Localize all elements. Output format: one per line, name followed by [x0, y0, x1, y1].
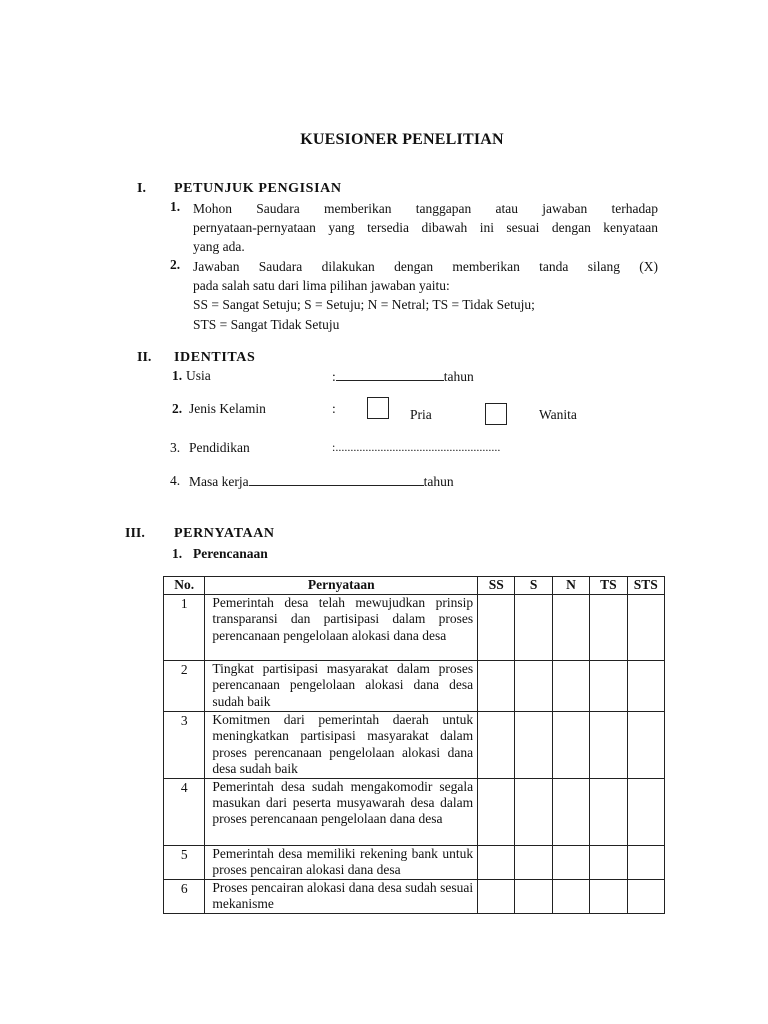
header-n: N	[552, 577, 589, 595]
statement-text: Komitmen dari pemerintah daerah untuk meningkatkan partisipasi masyarakat dalam proses perencanaan pengelolaan alokasi dana desa sudah baik	[205, 712, 478, 779]
row-number: 5	[164, 845, 205, 879]
answer-cell-ss[interactable]	[478, 845, 515, 879]
statement-text: Proses pencairan alokasi dana desa sudah sesuai mekanisme	[205, 879, 478, 913]
answer-cell-sts[interactable]	[627, 879, 664, 913]
pendidikan-label: Pendidikan	[189, 440, 250, 455]
answer-cell-ts[interactable]	[590, 845, 627, 879]
jenis-kelamin-label: Jenis Kelamin	[189, 401, 266, 416]
instruction-2-line-2: pada salah satu dari lima pilihan jawaban yaitu:	[193, 278, 450, 294]
answer-cell-s[interactable]	[515, 712, 552, 779]
section-2-number: II.	[137, 350, 152, 365]
wanita-label: Wanita	[539, 407, 577, 422]
usia-separator: :	[332, 369, 336, 384]
pendidikan-number: 3.	[170, 440, 181, 455]
header-pernyataan: Pernyataan	[205, 577, 478, 595]
header-no: No.	[164, 577, 205, 595]
answer-cell-s[interactable]	[515, 879, 552, 913]
row-number: 2	[164, 661, 205, 712]
answer-cell-ss[interactable]	[478, 712, 515, 779]
table-row	[164, 778, 665, 845]
section-2-title: IDENTITAS	[174, 350, 256, 365]
usia-field[interactable]	[332, 368, 474, 385]
instruction-1-line-3: yang ada.	[193, 239, 245, 255]
masa-kerja-number: 4.	[170, 473, 181, 488]
instruction-2-text	[193, 257, 658, 334]
header-sts: STS	[627, 577, 664, 595]
answer-cell-n[interactable]	[552, 661, 589, 712]
answer-cell-ss[interactable]	[478, 661, 515, 712]
statement-text: Pemerintah desa sudah mengakomodir segala masukan dari peserta musyawarah desa dalam proses perencanaan pengelolaan dana desa	[205, 778, 478, 845]
answer-cell-n[interactable]	[552, 595, 589, 661]
table-row	[164, 661, 665, 712]
answer-cell-sts[interactable]	[627, 661, 664, 712]
instruction-1-line-2: pernyataan-pernyataan yang tersedia dibawah ini sesuai dengan kenyataan	[193, 220, 658, 236]
table-row	[164, 879, 665, 913]
section-3-title: PERNYATAAN	[174, 526, 275, 541]
header-s: S	[515, 577, 552, 595]
instruction-2-line-4: STS = Sangat Tidak Setuju	[193, 316, 340, 332]
masa-kerja-suffix: tahun	[423, 474, 454, 489]
usia-label: Usia	[186, 368, 211, 383]
row-number: 6	[164, 879, 205, 913]
answer-cell-sts[interactable]	[627, 595, 664, 661]
answer-cell-ss[interactable]	[478, 595, 515, 661]
table-row	[164, 712, 665, 779]
answer-cell-s[interactable]	[515, 661, 552, 712]
answer-cell-ts[interactable]	[590, 778, 627, 845]
jenis-kelamin-number: 2.	[172, 401, 183, 416]
answer-cell-n[interactable]	[552, 712, 589, 779]
row-number: 1	[164, 595, 205, 661]
statement-text: Tingkat partisipasi masyarakat dalam proses perencanaan pengelolaan alokasi dana desa sudah baik	[205, 661, 478, 712]
section-3-number: III.	[125, 526, 145, 541]
masa-kerja-blank[interactable]	[249, 473, 424, 486]
wanita-checkbox[interactable]	[485, 403, 507, 425]
answer-cell-sts[interactable]	[627, 845, 664, 879]
table-row	[164, 595, 665, 661]
statement-text: Pemerintah desa memiliki rekening bank untuk proses pencairan alokasi dana desa	[205, 845, 478, 879]
answer-cell-s[interactable]	[515, 595, 552, 661]
answer-cell-ts[interactable]	[590, 712, 627, 779]
instruction-1-line-1: Mohon Saudara memberikan tanggapan atau jawaban terhadap	[193, 201, 658, 216]
answer-cell-ts[interactable]	[590, 879, 627, 913]
answer-cell-n[interactable]	[552, 778, 589, 845]
instruction-1-number: 1.	[170, 199, 181, 214]
jenis-kelamin-separator: :	[332, 401, 336, 416]
answer-cell-s[interactable]	[515, 778, 552, 845]
header-ts: TS	[590, 577, 627, 595]
pendidikan-blank[interactable]: :.......................................................	[332, 440, 501, 454]
usia-suffix: tahun	[443, 369, 474, 384]
pria-label: Pria	[410, 407, 432, 422]
answer-cell-ts[interactable]	[590, 595, 627, 661]
answer-cell-sts[interactable]	[627, 778, 664, 845]
row-number: 3	[164, 712, 205, 779]
answer-cell-ts[interactable]	[590, 661, 627, 712]
usia-blank[interactable]	[336, 368, 444, 381]
table-header-row	[164, 577, 665, 595]
subsection-number: 1.	[172, 546, 183, 561]
answer-cell-ss[interactable]	[478, 879, 515, 913]
statement-table	[163, 576, 665, 914]
section-1-number: I.	[137, 181, 146, 196]
answer-cell-sts[interactable]	[627, 712, 664, 779]
statement-text: Pemerintah desa telah mewujudkan prinsip transparansi dan partisipasi dalam proses perencanaan pengelolaan alokasi dana desa	[205, 595, 478, 661]
subsection-title: Perencanaan	[193, 546, 268, 561]
instruction-1-text	[193, 199, 658, 257]
row-number: 4	[164, 778, 205, 845]
section-1-title: PETUNJUK PENGISIAN	[174, 181, 342, 196]
table-row	[164, 845, 665, 879]
masa-kerja-field[interactable]	[189, 473, 454, 490]
usia-number: 1.	[172, 368, 183, 383]
answer-cell-n[interactable]	[552, 879, 589, 913]
pria-checkbox[interactable]	[367, 397, 389, 419]
masa-kerja-label: Masa kerja	[189, 474, 249, 489]
header-ss: SS	[478, 577, 515, 595]
instruction-2-number: 2.	[170, 257, 181, 272]
document-title: KUESIONER PENELITIAN	[300, 131, 504, 148]
instruction-2-line-1: Jawaban Saudara dilakukan dengan memberikan tanda silang (X)	[193, 259, 658, 274]
answer-cell-n[interactable]	[552, 845, 589, 879]
answer-cell-s[interactable]	[515, 845, 552, 879]
instruction-2-line-3: SS = Sangat Setuju; S = Setuju; N = Netral; TS = Tidak Setuju;	[193, 297, 535, 313]
answer-cell-ss[interactable]	[478, 778, 515, 845]
